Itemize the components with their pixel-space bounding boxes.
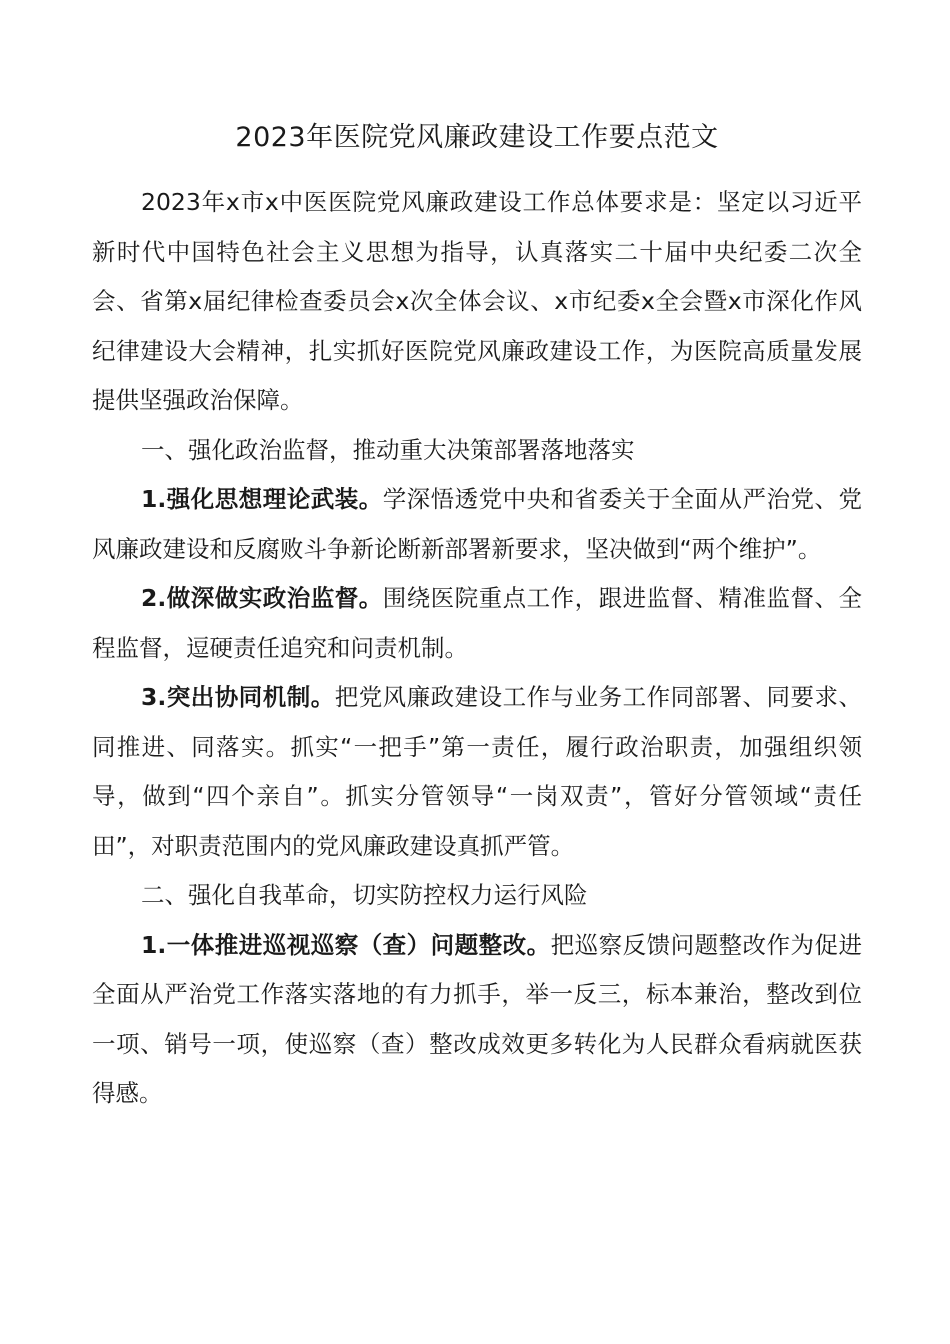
- item-text: 学深悟透党中央和省委关于全面从严治党、党风廉政建设和反腐败斗争新论断新部署新要求，坚决做到“两个维护”。: [92, 485, 863, 563]
- document-title: 2023年医院党风廉政建设工作要点范文: [235, 122, 719, 153]
- item-text: 把党风廉政建设工作与业务工作同部署、同要求、同推进、同落实。抓实“一把手”第一责任，履行政治职责，加强组织领导，做到“四个亲自”。抓实分管领导“一岗双责”，管好分管领域“责任田”，对职责范围内的党风廉政建设真抓严管。: [92, 683, 862, 860]
- item-lead: 3.突出协同机制。: [141, 683, 335, 711]
- section-heading-2: 二、强化自我革命，切实防控权力运行风险: [141, 881, 588, 909]
- section1-item-1: [92, 475, 862, 574]
- intro-paragraph: 2023年x市x中医医院党风廉政建设工作总体要求是：坚定以习近平新时代中国特色社会主义思想为指导，认真落实二十届中央纪委二次全会、省第x届纪律检查委员会x次全体会议、x市纪委x全会暨x市深化作风纪律建设大会精神，扎实抓好医院党风廉政建设工作，为医院高质量发展提供坚强政治保障。: [92, 188, 862, 414]
- item-lead: 1.一体推进巡视巡察（查）问题整改。: [141, 930, 551, 959]
- item-lead: 2.做深做实政治监督。: [141, 584, 383, 612]
- section1-item-2: [92, 574, 862, 673]
- item-lead: 1.强化思想理论武装。: [141, 485, 383, 513]
- section1-item-3: [92, 673, 862, 871]
- item-text: 围绕医院重点工作，跟进监督、精准监督、全程监督，逗硬责任追究和问责机制。: [92, 584, 863, 662]
- section2-item-1: [92, 921, 862, 1119]
- item-text: 把巡察反馈问题整改作为促进全面从严治党工作落实落地的有力抓手，举一反三，标本兼治，整改到位一项、销号一项，使巡察（查）整改成效更多转化为人民群众看病就医获得感。: [92, 930, 863, 1107]
- section-heading-1: 一、强化政治监督，推动重大决策部署落地落实: [141, 435, 635, 464]
- document-page: [92, 118, 862, 1119]
